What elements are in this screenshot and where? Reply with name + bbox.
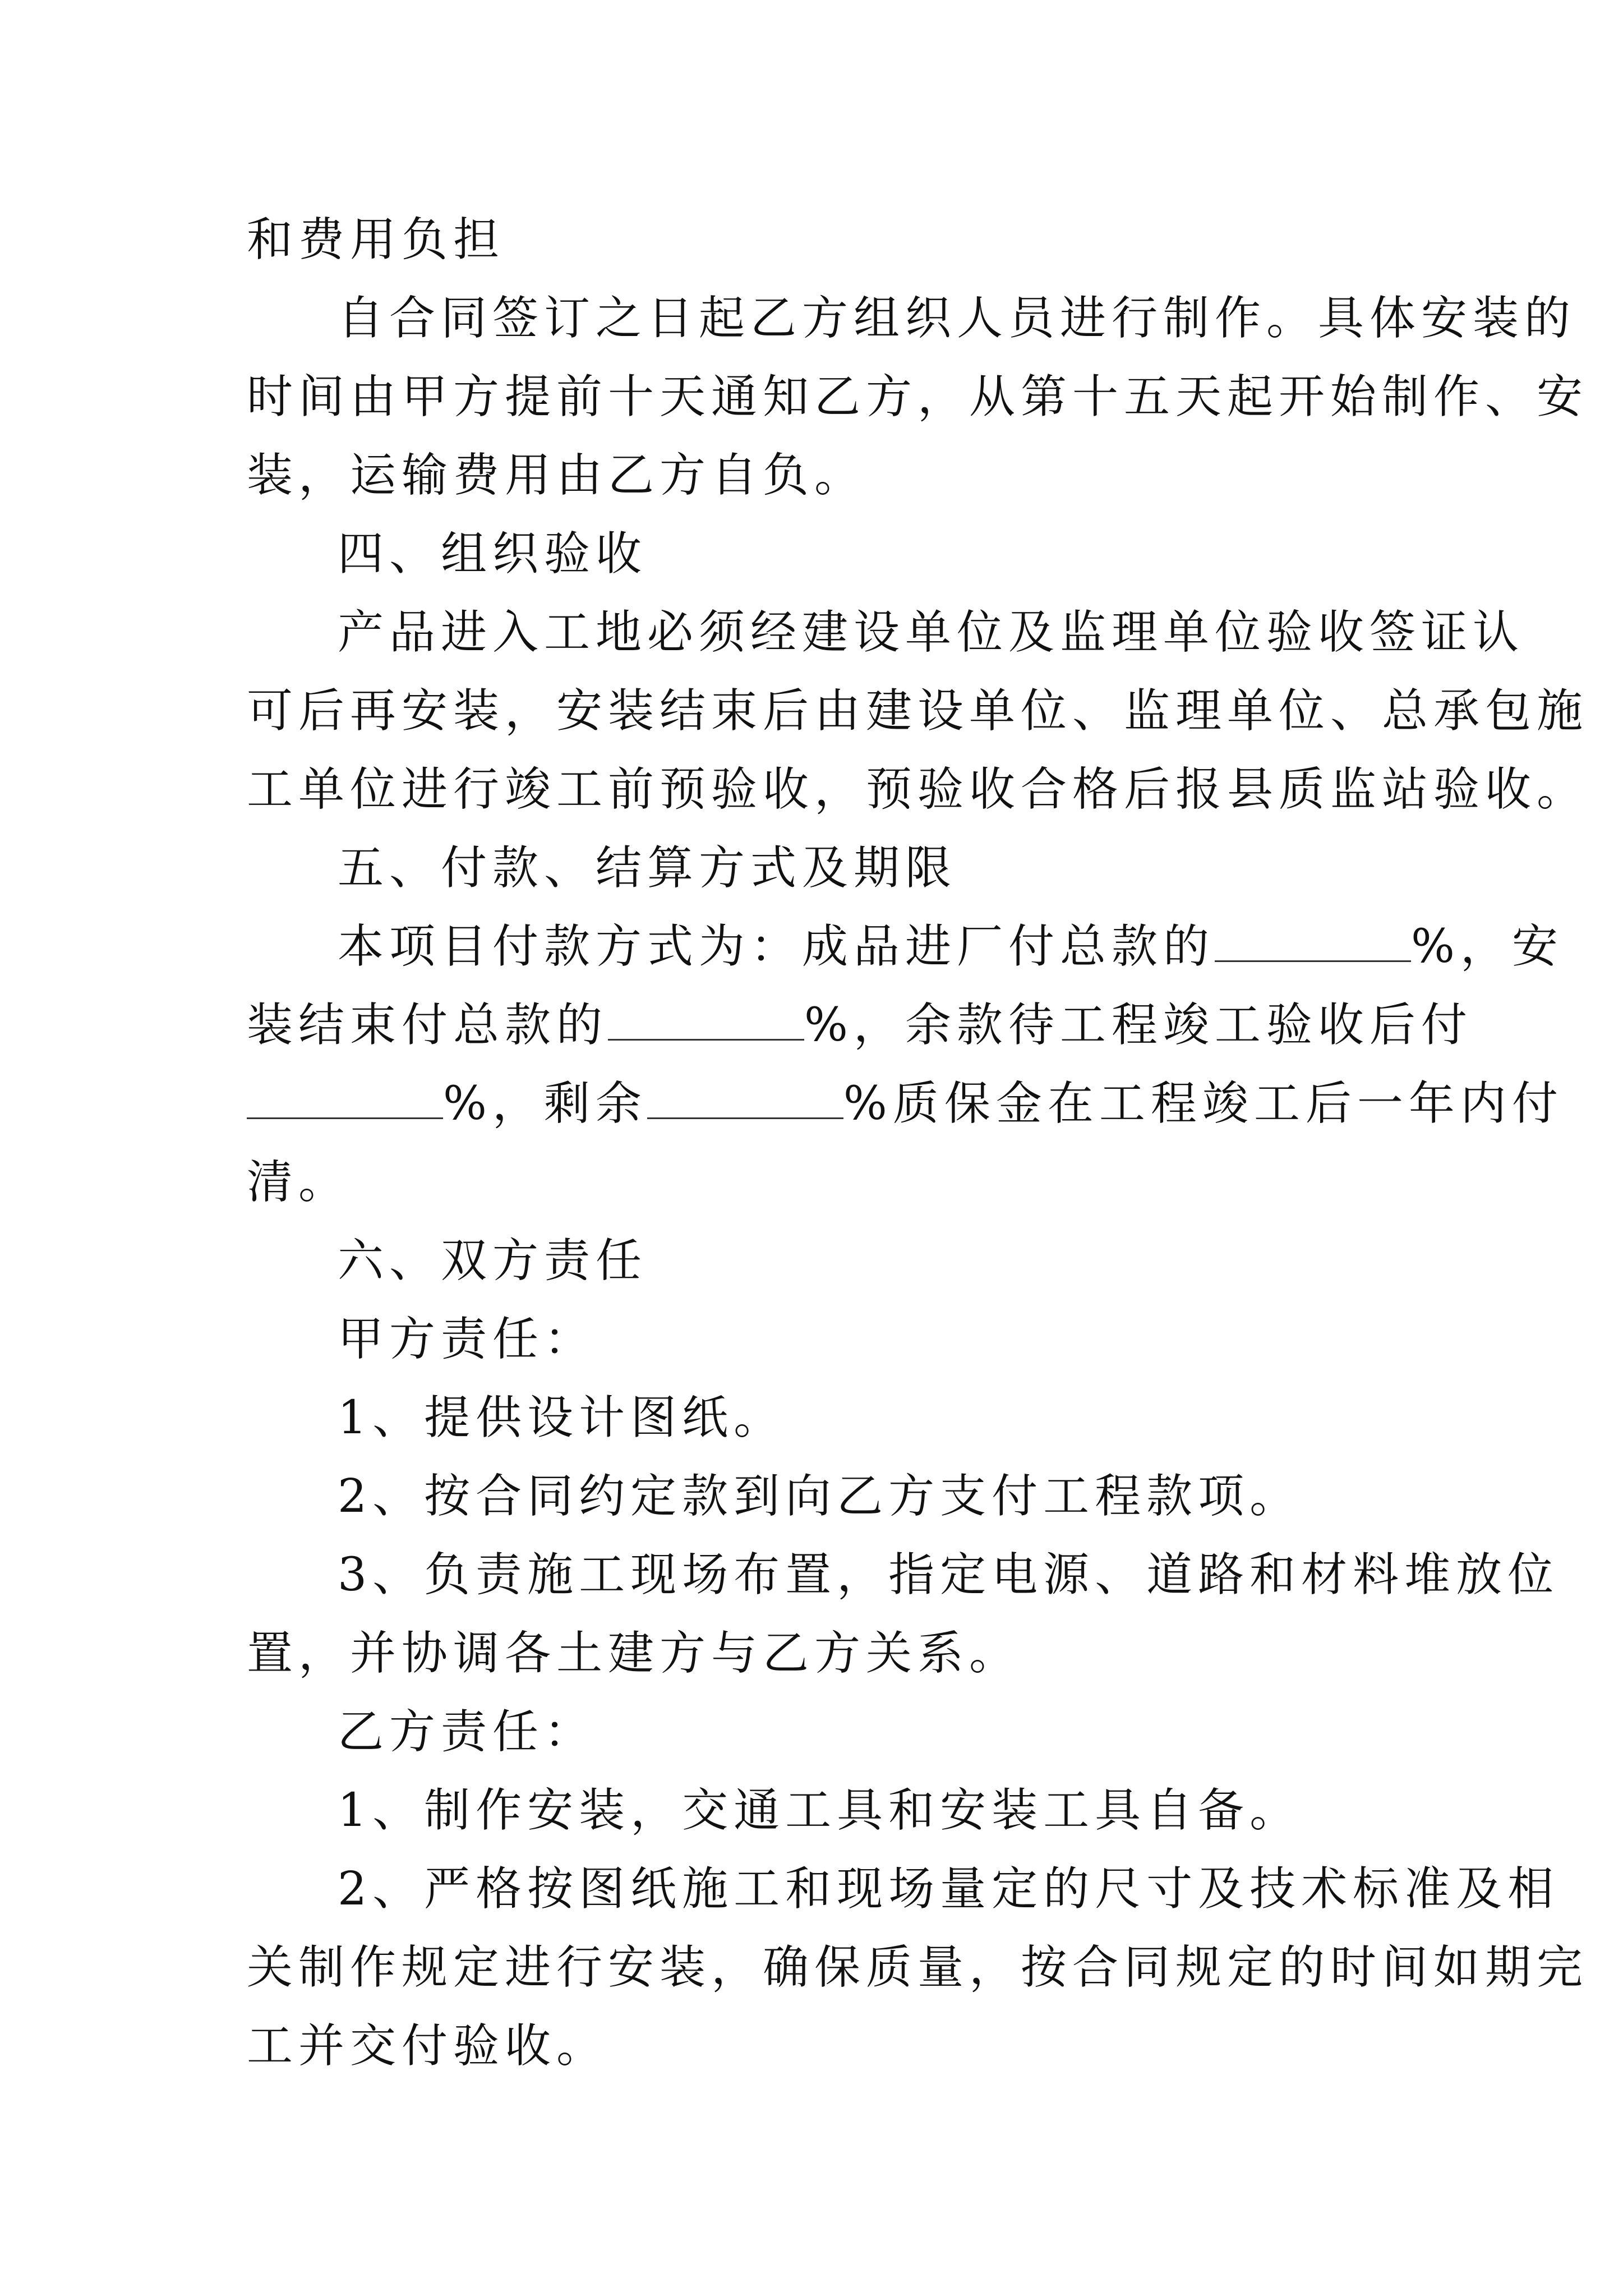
section-heading: 五、付款、结算方式及期限: [338, 841, 957, 895]
fill-in-blank[interactable]: [247, 1077, 443, 1119]
paragraph-line: 时间由甲方提前十天通知乙方，从第十五天起开始制作、安: [247, 370, 1589, 424]
list-item: 2、严格按图纸施工和现场量定的尺寸及技术标准及相: [338, 1862, 1560, 1916]
subheading: 甲方责任：: [338, 1313, 596, 1366]
list-item: 1、提供设计图纸。: [338, 1391, 786, 1444]
paragraph-line: 清。: [247, 1156, 351, 1209]
fill-in-blank[interactable]: [608, 999, 804, 1041]
paragraph-line: 装结束付总款的 %，余款待工程竣工验收后付: [247, 999, 1473, 1052]
fill-in-blank[interactable]: [1215, 920, 1411, 962]
paragraph-line: 产品进入工地必须经建设单位及监理单位验收签证认: [338, 606, 1525, 659]
paragraph-line: %，剩余 %质保金在工程竣工后一年内付: [247, 1076, 1564, 1132]
subheading: 乙方责任：: [338, 1705, 596, 1759]
section-heading: 四、组织验收: [338, 527, 648, 581]
section-heading: 六、双方责任: [338, 1234, 648, 1287]
paragraph-line: 本项目付款方式为：成品进厂付总款的 %，安: [338, 920, 1564, 973]
list-item: 1、制作安装，交通工具和安装工具自备。: [338, 1784, 1302, 1837]
text-line: 和费用负担: [247, 213, 505, 266]
list-item-continuation: 置，并协调各土建方与乙方关系。: [247, 1627, 1021, 1680]
fill-in-blank[interactable]: [647, 1077, 843, 1119]
paragraph-line: 可后再安装，安装结束后由建设单位、监理单位、总承包施: [247, 684, 1589, 738]
paragraph-line: 自合同签订之日起乙方组织人员进行制作。具体安装的: [338, 292, 1576, 345]
list-item: 2、按合同约定款到向乙方支付工程款项。: [338, 1470, 1302, 1523]
paragraph-line: 装，运输费用由乙方自负。: [247, 449, 866, 502]
paragraph-line: 工单位进行竣工前预验收，预验收合格后报县质监站验收。: [247, 763, 1589, 816]
list-item-continuation: 工并交付验收。: [247, 2019, 608, 2073]
list-item-continuation: 关制作规定进行安装，确保质量，按合同规定的时间如期完: [247, 1941, 1589, 1994]
list-item: 3、负责施工现场布置，指定电源、道路和材料堆放位: [338, 1548, 1560, 1602]
